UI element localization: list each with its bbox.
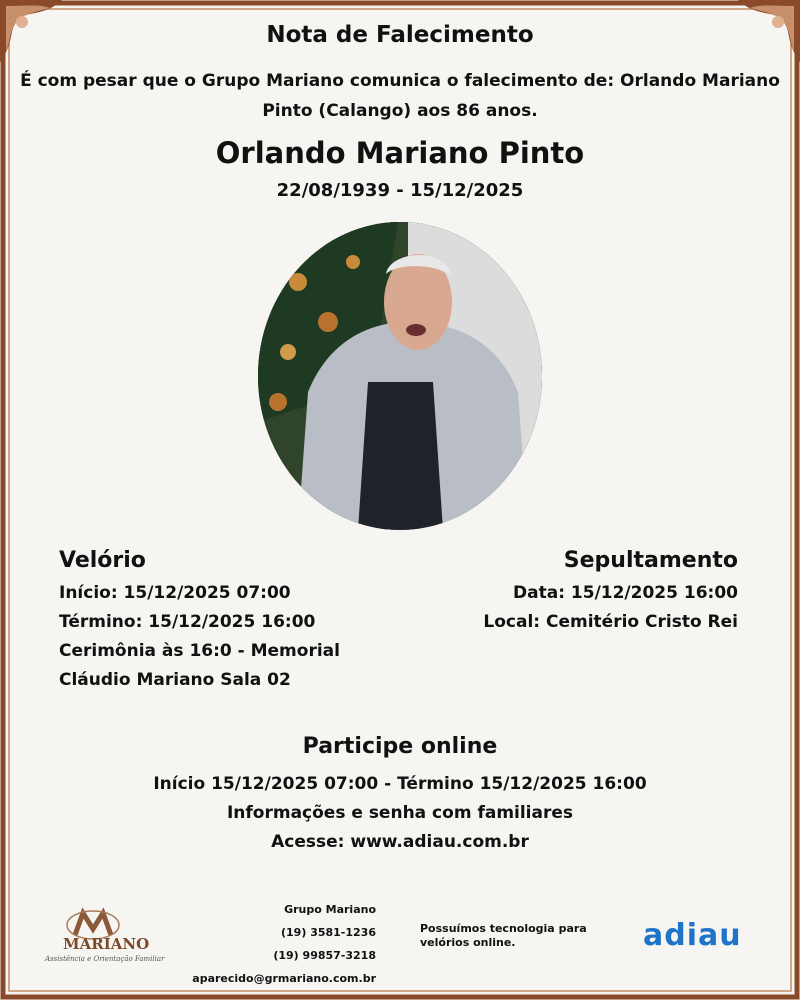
portrait-illustration bbox=[258, 222, 542, 530]
sepultamento-heading: Sepultamento bbox=[563, 548, 738, 573]
phone-2[interactable]: (19) 99857-3218 bbox=[273, 949, 376, 962]
mariano-logo-text: MARIANO bbox=[63, 935, 150, 953]
phone-1[interactable]: (19) 3581-1236 bbox=[281, 926, 376, 939]
adiau-logo-text: adiau bbox=[643, 918, 742, 953]
velorio-ceremony: Cerimônia às 16:0 - Memorial bbox=[59, 641, 340, 661]
online-schedule: Início 15/12/2025 07:00 - Término 15/12/2025 16:00 bbox=[153, 774, 647, 794]
tech-note: Possuímos tecnologia para velórios online. bbox=[420, 922, 587, 949]
online-access-link[interactable]: Acesse: www.adiau.com.br bbox=[271, 832, 529, 852]
deceased-name: Orlando Mariano Pinto bbox=[215, 136, 585, 170]
velorio-section bbox=[59, 548, 389, 695]
velorio-end: Término: 15/12/2025 16:00 bbox=[59, 612, 316, 632]
page-title: Nota de Falecimento bbox=[266, 22, 534, 48]
contact-email[interactable]: aparecido@grmariano.com.br bbox=[192, 972, 376, 985]
sepultamento-date: Data: 15/12/2025 16:00 bbox=[513, 583, 738, 603]
company-name: Grupo Mariano bbox=[284, 903, 376, 916]
velorio-heading: Velório bbox=[59, 548, 146, 573]
contact-block bbox=[180, 898, 376, 990]
sepultamento-section bbox=[408, 548, 738, 637]
online-info: Informações e senha com familiares bbox=[226, 803, 574, 823]
deceased-photo bbox=[258, 222, 542, 530]
velorio-start: Início: 15/12/2025 07:00 bbox=[59, 583, 291, 603]
intro-text: É com pesar que o Grupo Mariano comunica o falecimento de: Orlando Mariano Pinto (Calango) aos 86 anos. bbox=[20, 71, 780, 121]
mariano-logo-subtext: Assistência e Orientação Familiar bbox=[45, 955, 165, 963]
adiau-logo bbox=[643, 918, 742, 953]
sepultamento-location: Local: Cemitério Cristo Rei bbox=[483, 612, 738, 632]
velorio-room: Cláudio Mariano Sala 02 bbox=[59, 670, 291, 690]
deceased-dates: 22/08/1939 - 15/12/2025 bbox=[276, 180, 524, 201]
mariano-logo bbox=[45, 905, 165, 967]
online-heading: Participe online bbox=[302, 734, 498, 759]
